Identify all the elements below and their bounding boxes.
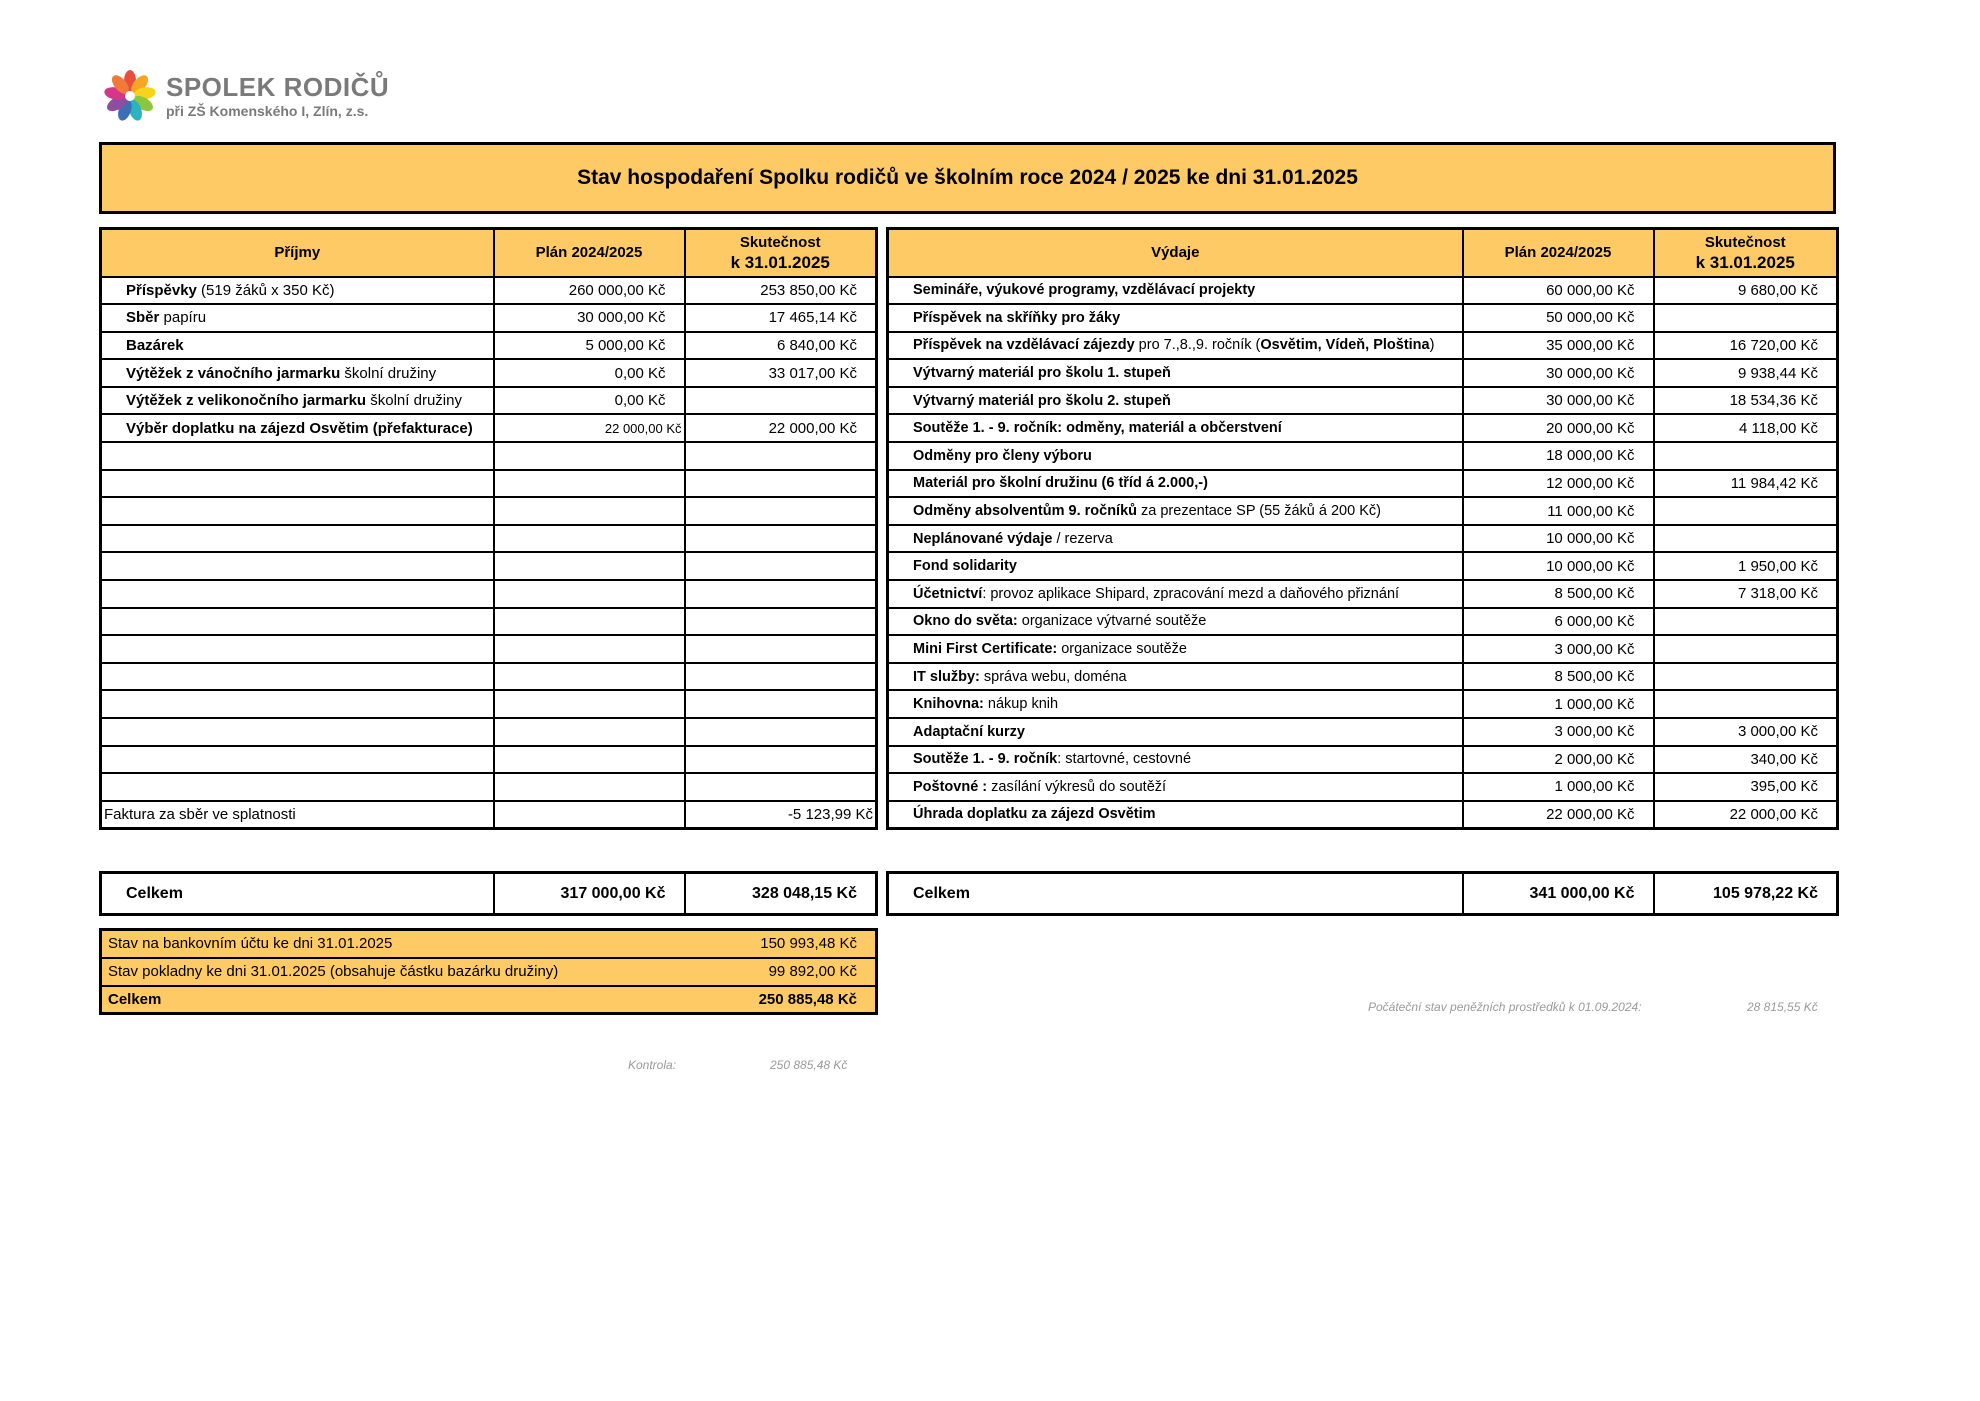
table-row — [888, 525, 1838, 553]
income-actual: 33 017,00 Kč — [685, 359, 877, 387]
expenses-total-actual: 105 978,22 Kč — [1654, 873, 1838, 915]
expense-actual: 340,00 Kč — [1654, 746, 1838, 774]
expenses-total-plan: 341 000,00 Kč — [1463, 873, 1654, 915]
logo-subtitle: při ZŠ Komenského I, Zlín, z.s. — [166, 103, 369, 119]
table-row — [101, 525, 877, 553]
expense-plan: 35 000,00 Kč — [1463, 332, 1654, 360]
expense-item-name: Neplánované výdaje — [913, 530, 1053, 547]
income-item-name: Výtěžek z velikonočního jarmarku — [126, 392, 367, 410]
income-plan — [494, 552, 685, 580]
table-row — [888, 718, 1838, 746]
expense-plan: 2 000,00 Kč — [1463, 746, 1654, 774]
expense-item-name: Příspěvek na vzdělávací zájezdy — [913, 337, 1135, 354]
table-row — [888, 414, 1838, 442]
expense-item — [888, 718, 1463, 746]
income-item-detail: školní družiny — [366, 392, 462, 410]
initial-balance-value: 28 815,55 Kč — [1747, 1000, 1818, 1014]
income-plan: 22 000,00 Kč — [494, 414, 685, 442]
table-row — [101, 552, 877, 580]
income-plan — [494, 608, 685, 636]
expense-item-detail: za prezentace SP (55 žáků á 200 Kč) — [1137, 503, 1381, 520]
initial-balance-label: Počáteční stav peněžních prostředků k 01.09.2024: — [1368, 1000, 1642, 1014]
income-actual — [685, 718, 877, 746]
income-item — [101, 608, 494, 636]
expense-actual: 9 938,44 Kč — [1654, 359, 1838, 387]
expense-plan: 3 000,00 Kč — [1463, 635, 1654, 663]
expense-plan: 10 000,00 Kč — [1463, 525, 1654, 553]
income-item-detail: Faktura za sběr ve splatnosti — [104, 805, 296, 823]
balance-value: 150 993,48 Kč — [685, 930, 877, 958]
income-item — [101, 663, 494, 691]
income-item — [101, 773, 494, 801]
expense-item-name: Výtvarný materiál pro školu 1. stupeň — [913, 365, 1171, 382]
income-actual: 253 850,00 Kč — [685, 277, 877, 305]
table-row — [888, 442, 1838, 470]
income-item — [101, 304, 494, 332]
income-actual — [685, 608, 877, 636]
income-item — [101, 442, 494, 470]
table-row — [101, 801, 877, 829]
expense-item — [888, 359, 1463, 387]
income-header-actual-line2: k 31.01.2025 — [730, 252, 830, 272]
expense-item-detail: zasílání výkresů do soutěží — [987, 778, 1167, 795]
income-item-name: Výtěžek z vánočního jarmarku — [126, 364, 341, 382]
table-row — [101, 359, 877, 387]
table-row — [101, 414, 877, 442]
balance-row — [101, 986, 877, 1014]
income-plan: 5 000,00 Kč — [494, 332, 685, 360]
expenses-header-plan: Plán 2024/2025 — [1463, 229, 1654, 277]
income-item — [101, 690, 494, 718]
expense-plan: 3 000,00 Kč — [1463, 718, 1654, 746]
expense-item-name: Materiál pro školní družinu (6 tříd á 2.000,-) — [913, 475, 1208, 492]
income-plan: 0,00 Kč — [494, 387, 685, 415]
income-item-detail: (519 žáků x 350 Kč) — [196, 281, 335, 299]
income-plan: 260 000,00 Kč — [494, 277, 685, 305]
expense-plan: 1 000,00 Kč — [1463, 773, 1654, 801]
income-plan: 30 000,00 Kč — [494, 304, 685, 332]
income-item-name: Sběr — [126, 309, 160, 327]
expense-item — [888, 332, 1463, 360]
expense-actual: 395,00 Kč — [1654, 773, 1838, 801]
expense-plan: 18 000,00 Kč — [1463, 442, 1654, 470]
expense-item-name: IT služby: — [913, 668, 980, 685]
table-row — [101, 690, 877, 718]
income-item — [101, 497, 494, 525]
income-plan — [494, 470, 685, 498]
expense-item-detail: : startovné, cestovné — [1057, 751, 1192, 768]
expense-actual: 1 950,00 Kč — [1654, 552, 1838, 580]
balance-row — [101, 958, 877, 986]
income-item — [101, 580, 494, 608]
balance-label: Celkem — [108, 990, 162, 1008]
table-row — [101, 580, 877, 608]
income-item — [101, 414, 494, 442]
income-actual — [685, 525, 877, 553]
income-item — [101, 332, 494, 360]
balance-label: Stav na bankovním účtu ke dni 31.01.2025 — [101, 930, 685, 958]
income-actual — [685, 746, 877, 774]
expenses-table — [886, 227, 1839, 830]
table-row — [888, 470, 1838, 498]
table-row — [888, 580, 1838, 608]
table-row — [101, 746, 877, 774]
table-row — [888, 773, 1838, 801]
income-item — [101, 359, 494, 387]
balance-value: 250 885,48 Kč — [758, 990, 857, 1008]
expense-actual — [1654, 442, 1838, 470]
expense-actual: 11 984,42 Kč — [1654, 470, 1838, 498]
expense-item-detail: pro 7.,8.,9. ročník ( — [1134, 337, 1261, 354]
income-item — [101, 746, 494, 774]
check-label: Kontrola: — [628, 1058, 677, 1072]
table-row — [101, 304, 877, 332]
balance-label: Stav pokladny ke dni 31.01.2025 (obsahuje částku bazárku družiny) — [101, 958, 685, 986]
income-plan — [494, 525, 685, 553]
income-table — [99, 227, 878, 830]
expense-plan: 11 000,00 Kč — [1463, 497, 1654, 525]
table-row — [101, 718, 877, 746]
income-actual: 6 840,00 Kč — [685, 332, 877, 360]
table-row — [101, 442, 877, 470]
expense-item-detail: / rezerva — [1052, 530, 1113, 547]
income-actual — [685, 552, 877, 580]
expense-actual: 9 680,00 Kč — [1654, 277, 1838, 305]
expense-plan: 6 000,00 Kč — [1463, 608, 1654, 636]
expense-plan: 22 000,00 Kč — [1463, 801, 1654, 829]
table-row — [888, 801, 1838, 829]
expense-plan: 8 500,00 Kč — [1463, 580, 1654, 608]
expense-plan: 60 000,00 Kč — [1463, 277, 1654, 305]
income-plan — [494, 718, 685, 746]
expense-plan: 1 000,00 Kč — [1463, 690, 1654, 718]
expenses-header-actual — [1654, 229, 1838, 277]
expense-item-detail: organizace soutěže — [1057, 641, 1187, 658]
table-row — [888, 552, 1838, 580]
expense-actual — [1654, 608, 1838, 636]
logo — [100, 68, 390, 128]
expense-item — [888, 663, 1463, 691]
logo-title: SPOLEK RODIČŮ — [166, 72, 390, 102]
expense-item — [888, 304, 1463, 332]
expense-item-name: Okno do světa: — [913, 613, 1018, 630]
expense-item-name: Úhrada doplatku za zájezd Osvětim — [913, 806, 1156, 823]
balance-value: 99 892,00 Kč — [685, 958, 877, 986]
balance-row — [101, 930, 877, 958]
income-actual: 17 465,14 Kč — [685, 304, 877, 332]
income-actual: 22 000,00 Kč — [685, 414, 877, 442]
expense-item — [888, 746, 1463, 774]
expense-item-name: Adaptační kurzy — [913, 723, 1025, 740]
expense-item-detail-extra: ) — [1429, 337, 1435, 354]
table-row — [101, 608, 877, 636]
balance-table — [99, 928, 878, 1015]
income-actual — [685, 387, 877, 415]
expenses-header-name: Výdaje — [888, 229, 1463, 277]
income-plan — [494, 746, 685, 774]
page-title: Stav hospodaření Spolku rodičů ve školním roce 2024 / 2025 ke dni 31.01.2025 — [99, 142, 1836, 214]
expense-item — [888, 773, 1463, 801]
expenses-header-actual-line1: Skutečnost — [1704, 233, 1786, 251]
table-row — [888, 304, 1838, 332]
income-item — [101, 277, 494, 305]
income-item-name: Výběr doplatku na zájezd Osvětim (přefakturace) — [126, 419, 473, 437]
table-row — [888, 635, 1838, 663]
expense-item-name: Knihovna: — [913, 696, 984, 713]
expense-item-name: Soutěže 1. - 9. ročník: odměny, materiál a občerstvení — [913, 420, 1282, 437]
expense-item-detail: nákup knih — [983, 696, 1059, 713]
income-actual — [685, 580, 877, 608]
expense-actual: 22 000,00 Kč — [1654, 801, 1838, 829]
income-item-name: Bazárek — [126, 336, 184, 354]
expense-item-name: Fond solidarity — [913, 558, 1017, 575]
income-actual — [685, 497, 877, 525]
expense-actual: 7 318,00 Kč — [1654, 580, 1838, 608]
expense-item-name: Semináře, výukové programy, vzdělávací projekty — [913, 282, 1256, 299]
expense-item-name: Účetnictví — [913, 585, 983, 602]
income-actual — [685, 635, 877, 663]
income-item — [101, 525, 494, 553]
table-row — [888, 277, 1838, 305]
expense-plan: 12 000,00 Kč — [1463, 470, 1654, 498]
expense-item-detail: správa webu, doména — [979, 668, 1127, 685]
income-total-actual: 328 048,15 Kč — [685, 873, 877, 915]
income-item-detail: papíru — [159, 309, 207, 327]
table-row — [888, 663, 1838, 691]
expenses-rows — [888, 277, 1838, 829]
table-row — [888, 332, 1838, 360]
income-rows — [101, 277, 877, 829]
table-row — [101, 497, 877, 525]
income-actual — [685, 773, 877, 801]
expense-actual: 4 118,00 Kč — [1654, 414, 1838, 442]
income-total-label: Celkem — [101, 873, 494, 915]
table-row — [101, 635, 877, 663]
table-row — [101, 773, 877, 801]
expense-item-name: Výtvarný materiál pro školu 2. stupeň — [913, 392, 1171, 409]
expense-actual — [1654, 690, 1838, 718]
expense-item — [888, 635, 1463, 663]
table-row — [888, 387, 1838, 415]
income-header-actual — [685, 229, 877, 277]
expense-actual — [1654, 497, 1838, 525]
income-plan — [494, 801, 685, 829]
income-item-name: Příspěvky — [126, 281, 197, 299]
income-header-actual-line1: Skutečnost — [739, 233, 821, 251]
expense-item — [888, 414, 1463, 442]
table-row — [101, 387, 877, 415]
income-total-plan: 317 000,00 Kč — [494, 873, 685, 915]
income-actual — [685, 690, 877, 718]
expense-item — [888, 387, 1463, 415]
expense-item — [888, 470, 1463, 498]
income-actual — [685, 470, 877, 498]
income-actual — [685, 663, 877, 691]
expense-plan: 20 000,00 Kč — [1463, 414, 1654, 442]
expense-item — [888, 497, 1463, 525]
table-row — [888, 359, 1838, 387]
expense-item — [888, 801, 1463, 829]
income-actual: -5 123,99 Kč — [685, 801, 877, 829]
expense-item — [888, 277, 1463, 305]
expense-item-detail: organizace výtvarné soutěže — [1017, 613, 1207, 630]
table-row — [101, 277, 877, 305]
expense-item — [888, 580, 1463, 608]
expense-plan: 50 000,00 Kč — [1463, 304, 1654, 332]
expenses-total — [886, 871, 1839, 916]
income-plan — [494, 690, 685, 718]
expense-plan: 30 000,00 Kč — [1463, 387, 1654, 415]
table-row — [101, 470, 877, 498]
income-header-plan: Plán 2024/2025 — [494, 229, 685, 277]
expense-actual: 18 534,36 Kč — [1654, 387, 1838, 415]
expense-actual: 16 720,00 Kč — [1654, 332, 1838, 360]
table-row — [888, 608, 1838, 636]
expense-plan: 8 500,00 Kč — [1463, 663, 1654, 691]
expense-item — [888, 525, 1463, 553]
expense-item — [888, 690, 1463, 718]
income-item — [101, 635, 494, 663]
income-actual — [685, 442, 877, 470]
table-row — [101, 663, 877, 691]
income-plan — [494, 497, 685, 525]
expense-actual — [1654, 525, 1838, 553]
income-plan: 0,00 Kč — [494, 359, 685, 387]
table-row — [101, 332, 877, 360]
income-item-detail: školní družiny — [340, 364, 437, 382]
income-plan — [494, 580, 685, 608]
expense-item — [888, 552, 1463, 580]
table-row — [888, 690, 1838, 718]
expense-item-name: Mini First Certificate: — [913, 641, 1058, 658]
expense-item-name: Poštovné : — [913, 778, 988, 795]
income-header-name: Příjmy — [101, 229, 494, 277]
expense-actual — [1654, 304, 1838, 332]
expense-plan: 10 000,00 Kč — [1463, 552, 1654, 580]
income-plan — [494, 663, 685, 691]
expense-item-detail: : provoz aplikace Shipard, zpracování mezd a daňového přiznání — [982, 585, 1400, 602]
expense-item — [888, 608, 1463, 636]
expense-plan: 30 000,00 Kč — [1463, 359, 1654, 387]
income-item — [101, 387, 494, 415]
income-plan — [494, 442, 685, 470]
expenses-total-label: Celkem — [888, 873, 1463, 915]
income-item — [101, 801, 494, 829]
table-row — [888, 497, 1838, 525]
income-item — [101, 718, 494, 746]
expenses-header-actual-line2: k 31.01.2025 — [1695, 252, 1795, 272]
expense-item-name: Příspěvek na skříňky pro žáky — [913, 309, 1121, 326]
income-plan — [494, 635, 685, 663]
expense-actual — [1654, 663, 1838, 691]
income-total — [99, 871, 878, 916]
expense-item-name: Soutěže 1. - 9. ročník — [913, 751, 1058, 768]
logo-flower-icon — [100, 68, 160, 124]
expense-item-name: Odměny absolventům 9. ročníků — [913, 503, 1137, 520]
expense-actual: 3 000,00 Kč — [1654, 718, 1838, 746]
expense-item-name-extra: Osvětim, Vídeň, Ploština — [1260, 337, 1430, 354]
income-item — [101, 470, 494, 498]
table-row — [888, 746, 1838, 774]
expense-actual — [1654, 635, 1838, 663]
check-value: 250 885,48 Kč — [770, 1058, 848, 1072]
income-item — [101, 552, 494, 580]
expense-item — [888, 442, 1463, 470]
income-plan — [494, 773, 685, 801]
expense-item-name: Odměny pro členy výboru — [913, 447, 1092, 464]
